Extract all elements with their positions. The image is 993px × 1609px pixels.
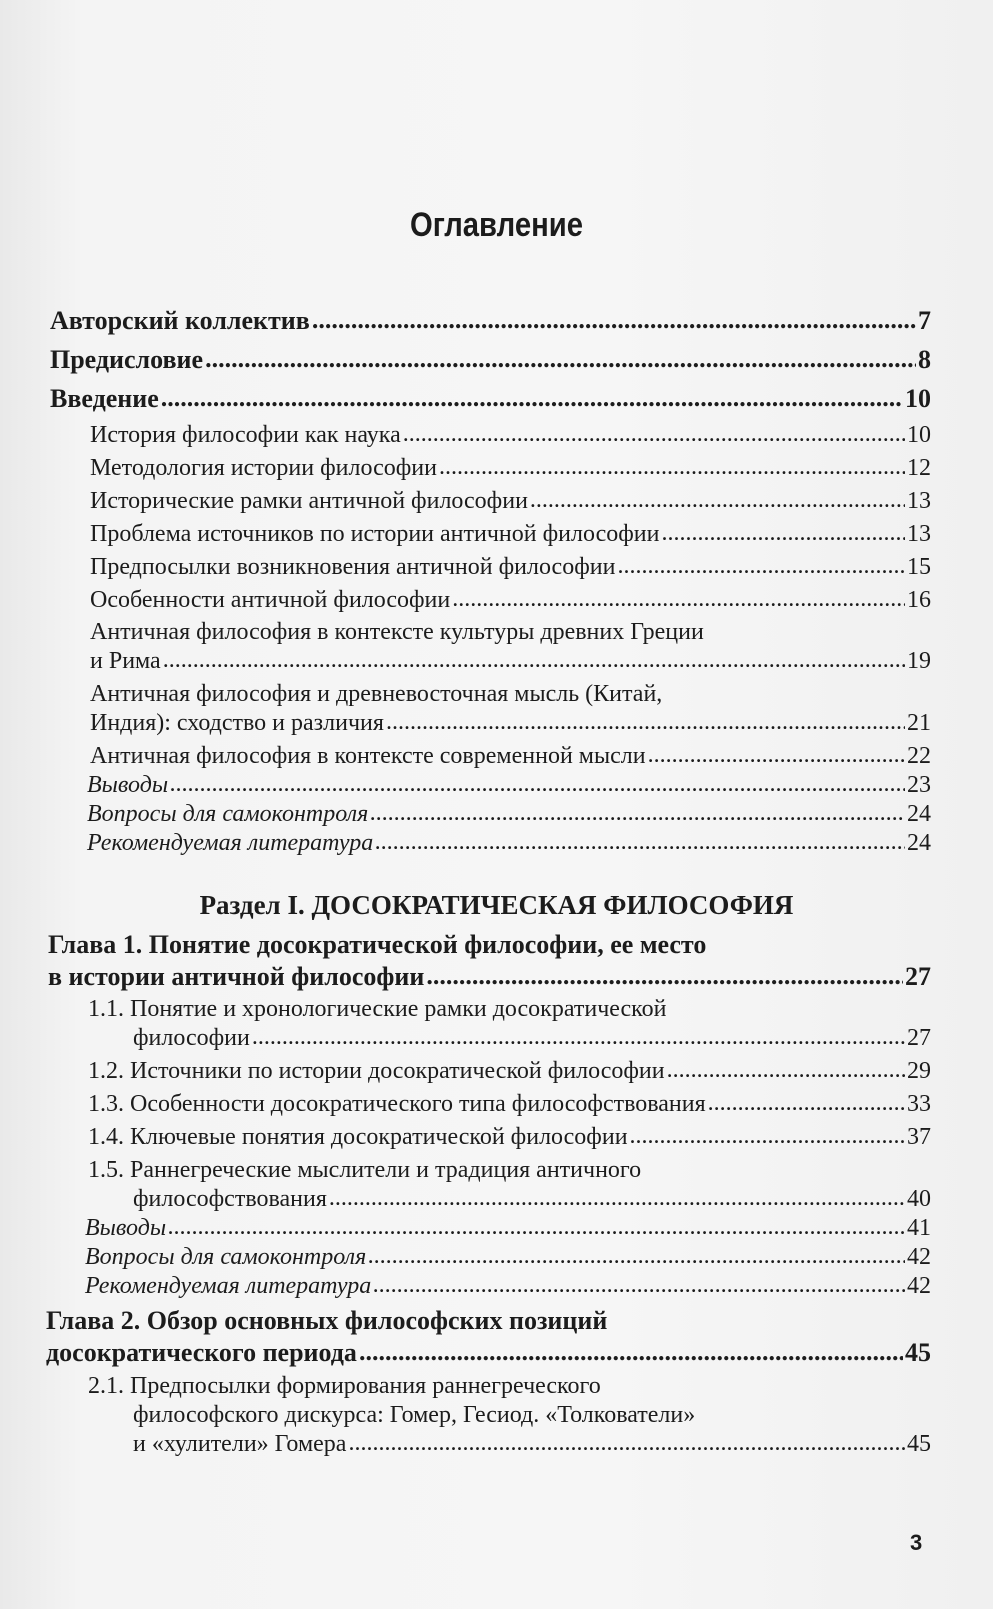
toc-entry[interactable] [87, 830, 931, 857]
leader-dots [630, 1123, 905, 1150]
toc-entry[interactable] [88, 1091, 931, 1118]
toc-entry-label: Античная философия в контексте современной мысли [90, 743, 646, 769]
toc-entry-label: Авторский коллектив [50, 306, 310, 335]
toc-entry[interactable] [85, 1215, 931, 1242]
toc-entry-chapter-2[interactable] [46, 1338, 931, 1368]
toc-entry-page: 27 [905, 962, 931, 991]
toc-entry-line[interactable]: философского дискурса: Гомер, Гесиод. «Толкователи» [133, 1402, 696, 1428]
leader-dots [648, 742, 905, 769]
toc-entry[interactable] [90, 743, 931, 770]
toc-entry-label: Исторические рамки античной философии [90, 488, 528, 514]
toc-entry-page: 27 [907, 1025, 931, 1051]
toc-entry-page: 42 [907, 1273, 931, 1299]
toc-entry-line[interactable]: Античная философия в контексте культуры древних Греции [90, 619, 704, 645]
leader-dots [368, 1243, 905, 1270]
chapter-heading-line[interactable]: Глава 1. Понятие досократической философии, ее место [48, 930, 707, 959]
toc-entry-page: 7 [918, 306, 931, 335]
toc-entry[interactable] [90, 422, 931, 449]
toc-entry-page: 15 [907, 554, 931, 580]
toc-entry-label: философии [133, 1025, 250, 1051]
toc-entry[interactable] [87, 772, 931, 799]
leader-dots [161, 383, 903, 413]
toc-entry[interactable] [90, 488, 931, 515]
toc-entry-page: 22 [907, 743, 931, 769]
toc-entry-page: 42 [907, 1244, 931, 1270]
toc-entry-label: Предисловие [50, 345, 204, 374]
toc-entry-page: 45 [905, 1338, 931, 1367]
leader-dots [170, 771, 905, 798]
toc-entry[interactable] [133, 1431, 931, 1458]
leader-dots [373, 1272, 905, 1299]
toc-entry-authors[interactable] [50, 306, 931, 336]
toc-entry[interactable] [133, 1186, 931, 1213]
toc-entry-page: 29 [907, 1058, 931, 1084]
toc-entry-page: 8 [918, 345, 931, 374]
toc-entry-label: досократического периода [46, 1338, 357, 1367]
toc-entry-label: Проблема источников по истории античной философии [90, 521, 660, 547]
toc-entry-label: Выводы [87, 772, 169, 798]
toc-entry-label: Рекомендуемая литература [87, 830, 374, 856]
toc-entry[interactable] [85, 1273, 931, 1300]
toc-entry-label: и «хулители» Гомера [133, 1431, 347, 1457]
toc-entry[interactable] [133, 1025, 931, 1052]
leader-dots [163, 647, 905, 674]
toc-entry-line[interactable]: Античная философия и древневосточная мысль (Китай, [90, 681, 663, 707]
leader-dots [348, 1430, 905, 1457]
toc-entry-page: 24 [907, 801, 931, 827]
page-title: Оглавление [410, 206, 583, 244]
toc-entry-label: 1.4. Ключевые понятия досократической философии [88, 1124, 628, 1150]
toc-entry-page: 10 [905, 384, 931, 413]
section-heading: Раздел I. ДОСОКРАТИЧЕСКАЯ ФИЛОСОФИЯ [199, 890, 794, 920]
toc-entry[interactable] [88, 1058, 931, 1085]
toc-entry-label: Особенности античной философии [90, 587, 451, 613]
toc-entry-page: 41 [907, 1215, 931, 1241]
chapter-heading-line[interactable]: Глава 2. Обзор основных философских позиций [46, 1306, 608, 1335]
toc-entry-label: 1.3. Особенности досократического типа философствования [88, 1091, 706, 1117]
leader-dots [205, 344, 916, 374]
leader-dots [452, 586, 905, 613]
leader-dots [661, 520, 905, 547]
toc-entry-introduction[interactable] [50, 384, 931, 414]
leader-dots [439, 454, 905, 481]
toc-entry-label: философствования [133, 1186, 327, 1212]
toc-entry-page: 21 [907, 710, 931, 736]
toc-entry[interactable] [90, 648, 931, 675]
toc-entry-line[interactable]: 2.1. Предпосылки формирования раннегреческого [88, 1373, 601, 1399]
leader-dots [252, 1024, 905, 1051]
toc-entry-label: Выводы [85, 1215, 167, 1241]
page-number: 3 [910, 1530, 923, 1555]
leader-dots [667, 1057, 905, 1084]
toc-entry-page: 24 [907, 830, 931, 856]
toc-entry-page: 16 [907, 587, 931, 613]
toc-entry-page: 45 [907, 1431, 931, 1457]
toc-entry[interactable] [85, 1244, 931, 1271]
toc-entry-label: Методология истории философии [90, 455, 437, 481]
toc-entry-label: Вопросы для самоконтроля [87, 801, 369, 827]
toc-entry-line[interactable]: 1.5. Раннегреческие мыслители и традиция античного [88, 1157, 642, 1183]
toc-entry-label: Рекомендуемая литература [85, 1273, 372, 1299]
leader-dots [530, 487, 905, 514]
toc-entry-line[interactable]: 1.1. Понятие и хронологические рамки досократической [88, 996, 667, 1022]
leader-dots [370, 800, 905, 827]
toc-entry-page: 23 [907, 772, 931, 798]
leader-dots [168, 1214, 905, 1241]
toc-entry[interactable] [88, 1124, 931, 1151]
toc-entry[interactable] [90, 587, 931, 614]
toc-entry-page: 19 [907, 648, 931, 674]
toc-entry[interactable] [87, 801, 931, 828]
toc-entry-page: 13 [907, 521, 931, 547]
toc-entry-page: 40 [907, 1186, 931, 1212]
leader-dots [403, 421, 905, 448]
leader-dots [708, 1090, 905, 1117]
toc-entry-label: История философии как наука [90, 422, 401, 448]
toc-entry-page: 13 [907, 488, 931, 514]
leader-dots [386, 709, 905, 736]
leader-dots [329, 1185, 905, 1212]
toc-entry-label: Вопросы для самоконтроля [85, 1244, 367, 1270]
toc-entry-preface[interactable] [50, 345, 931, 375]
leader-dots [312, 305, 916, 335]
toc-entry[interactable] [90, 521, 931, 548]
toc-entry-label: Введение [50, 384, 159, 413]
toc-entry-label: 1.2. Источники по истории досократической философии [88, 1058, 665, 1084]
toc-entry-label: и Рима [90, 648, 161, 674]
toc-entry-page: 33 [907, 1091, 931, 1117]
toc-entry-label: Индия): сходство и различия [90, 710, 384, 736]
toc-entry-chapter-1[interactable] [48, 962, 931, 992]
leader-dots [375, 829, 905, 856]
toc-entry-page: 37 [907, 1124, 931, 1150]
toc-entry[interactable] [90, 554, 931, 581]
leader-dots [359, 1337, 903, 1367]
toc-entry[interactable] [90, 710, 931, 737]
leader-dots [617, 553, 905, 580]
toc-entry-page: 12 [907, 455, 931, 481]
toc-entry[interactable] [90, 455, 931, 482]
toc-entry-label: в истории античной философии [48, 962, 425, 991]
toc-entry-label: Предпосылки возникновения античной философии [90, 554, 616, 580]
toc-entry-page: 10 [907, 422, 931, 448]
leader-dots [426, 961, 903, 991]
